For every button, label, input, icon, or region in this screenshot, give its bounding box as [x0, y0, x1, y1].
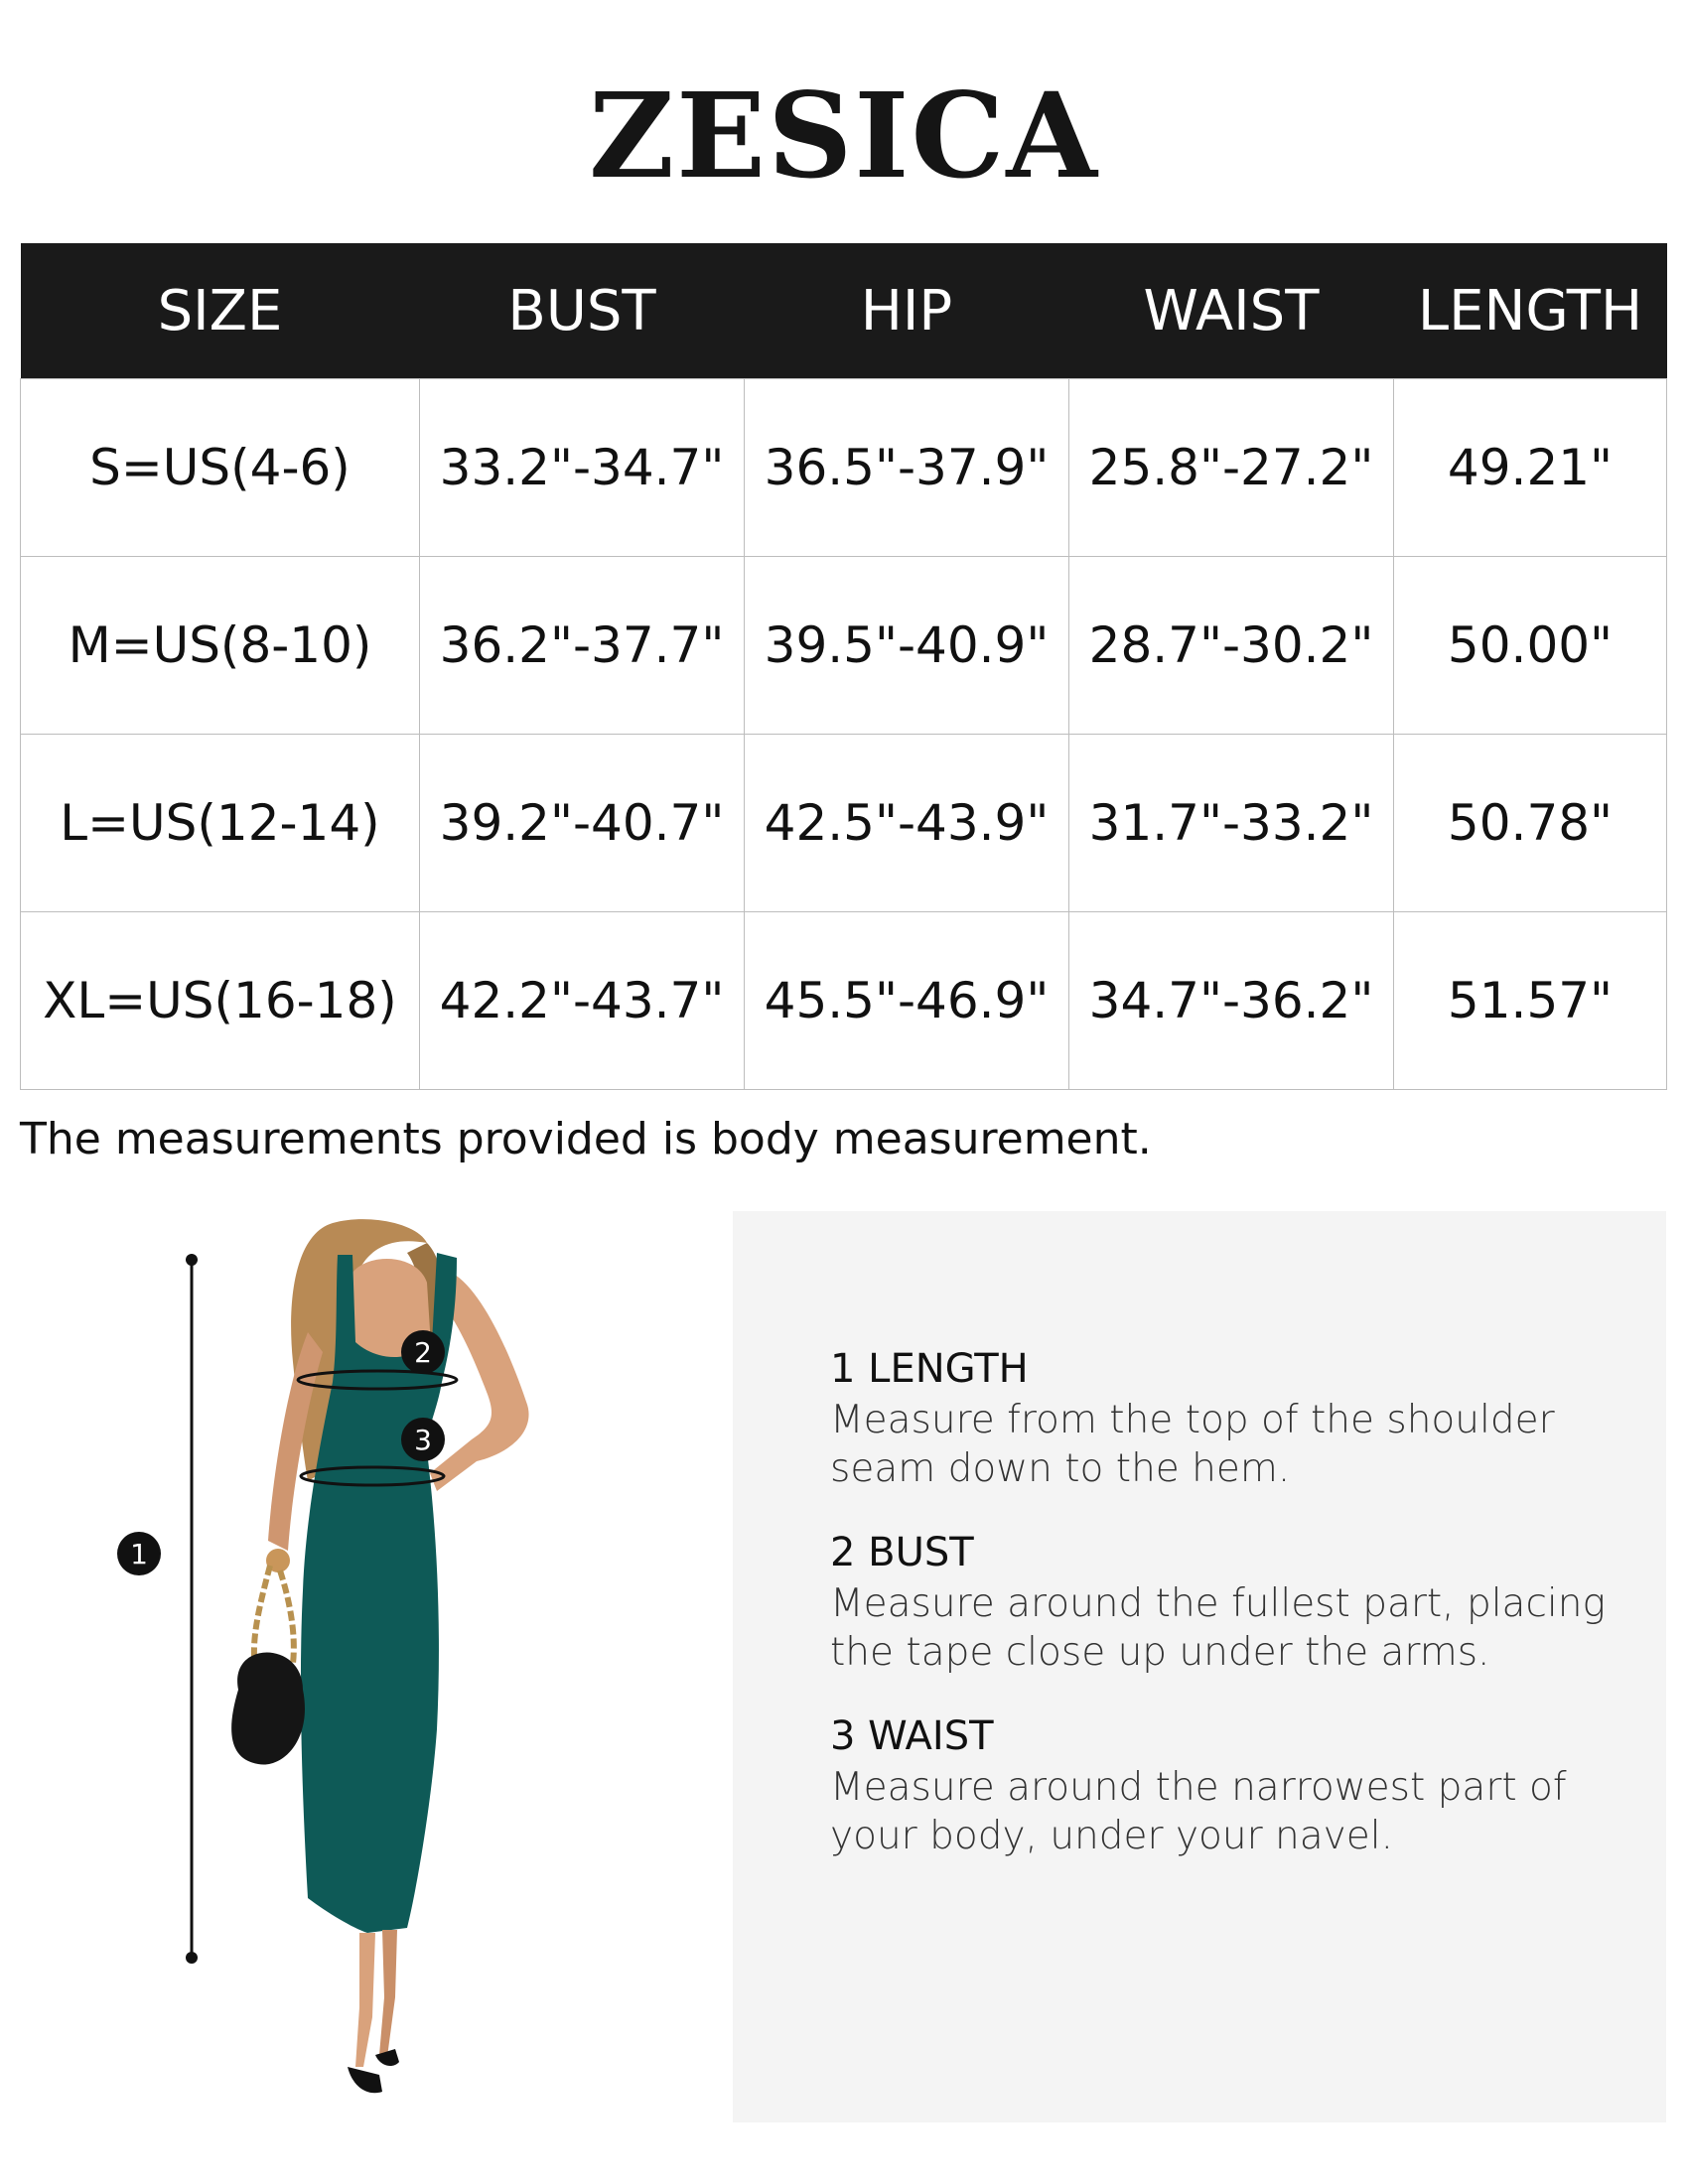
waist-cell: 28.7"-30.2"	[1069, 557, 1394, 735]
skin-leg	[355, 1933, 375, 2067]
size-cell: XL=US(16-18)	[21, 912, 420, 1090]
instruction-length	[830, 1345, 1624, 1494]
header-waist: WAIST	[1069, 243, 1394, 379]
bust-cell: 36.2"-37.7"	[420, 557, 745, 735]
size-cell: M=US(8-10)	[21, 557, 420, 735]
header-hip: HIP	[745, 243, 1069, 379]
skin-leg	[379, 1930, 397, 2057]
size-chart-table	[20, 243, 1667, 1090]
length-cell: 50.00"	[1394, 557, 1667, 735]
marker-2	[401, 1330, 445, 1374]
table-header-row	[21, 243, 1667, 379]
svg-text:1: 1	[130, 1538, 148, 1570]
hip-cell: 39.5"-40.9"	[745, 557, 1069, 735]
instruction-title: 1 LENGTH	[830, 1346, 1029, 1392]
table-row	[21, 912, 1667, 1090]
table-row	[21, 735, 1667, 912]
model-figure	[99, 1213, 655, 2126]
marker-1	[117, 1532, 161, 1575]
instruction-line: your body, under your navel.	[830, 1813, 1393, 1858]
table-row	[21, 557, 1667, 735]
measurement-note: The measurements provided is body measurement.	[20, 1114, 1152, 1164]
instruction-line: the tape close up under the arms.	[830, 1629, 1490, 1675]
length-cell: 51.57"	[1394, 912, 1667, 1090]
instruction-waist	[830, 1712, 1624, 1861]
length-cell: 49.21"	[1394, 379, 1667, 557]
shoe	[375, 2049, 399, 2066]
hip-cell: 45.5"-46.9"	[745, 912, 1069, 1090]
measurement-instructions-panel	[733, 1211, 1666, 2122]
instruction-line: Measure from the top of the shoulder	[830, 1398, 1555, 1442]
size-cell: S=US(4-6)	[21, 379, 420, 557]
handbag	[231, 1653, 305, 1765]
marker-3	[401, 1418, 445, 1461]
header-size: SIZE	[21, 243, 420, 379]
bust-cell: 39.2"-40.7"	[420, 735, 745, 912]
size-cell: L=US(12-14)	[21, 735, 420, 912]
hip-cell: 42.5"-43.9"	[745, 735, 1069, 912]
header-length: LENGTH	[1394, 243, 1667, 379]
length-cell: 50.78"	[1394, 735, 1667, 912]
instruction-title: 3 WAIST	[830, 1713, 994, 1759]
waist-cell: 25.8"-27.2"	[1069, 379, 1394, 557]
instruction-bust	[830, 1529, 1624, 1678]
bust-cell: 42.2"-43.7"	[420, 912, 745, 1090]
hip-cell: 36.5"-37.9"	[745, 379, 1069, 557]
waist-cell: 34.7"-36.2"	[1069, 912, 1394, 1090]
length-guide-bottom-dot	[186, 1952, 198, 1964]
length-guide-top-dot	[186, 1254, 198, 1266]
svg-text:3: 3	[414, 1424, 432, 1456]
instruction-title: 2 BUST	[830, 1530, 974, 1575]
waist-cell: 31.7"-33.2"	[1069, 735, 1394, 912]
bust-cell: 33.2"-34.7"	[420, 379, 745, 557]
brand-logo: ZESICA	[589, 67, 1099, 205]
instruction-line: Measure around the fullest part, placing	[830, 1581, 1606, 1626]
header-bust: BUST	[420, 243, 745, 379]
model-illustration	[99, 1213, 655, 2126]
svg-text:2: 2	[414, 1336, 432, 1369]
shoe	[348, 2067, 382, 2093]
table-row	[21, 379, 1667, 557]
instruction-line: Measure around the narrowest part of	[830, 1765, 1567, 1810]
instruction-line: seam down to the hem.	[830, 1445, 1291, 1491]
